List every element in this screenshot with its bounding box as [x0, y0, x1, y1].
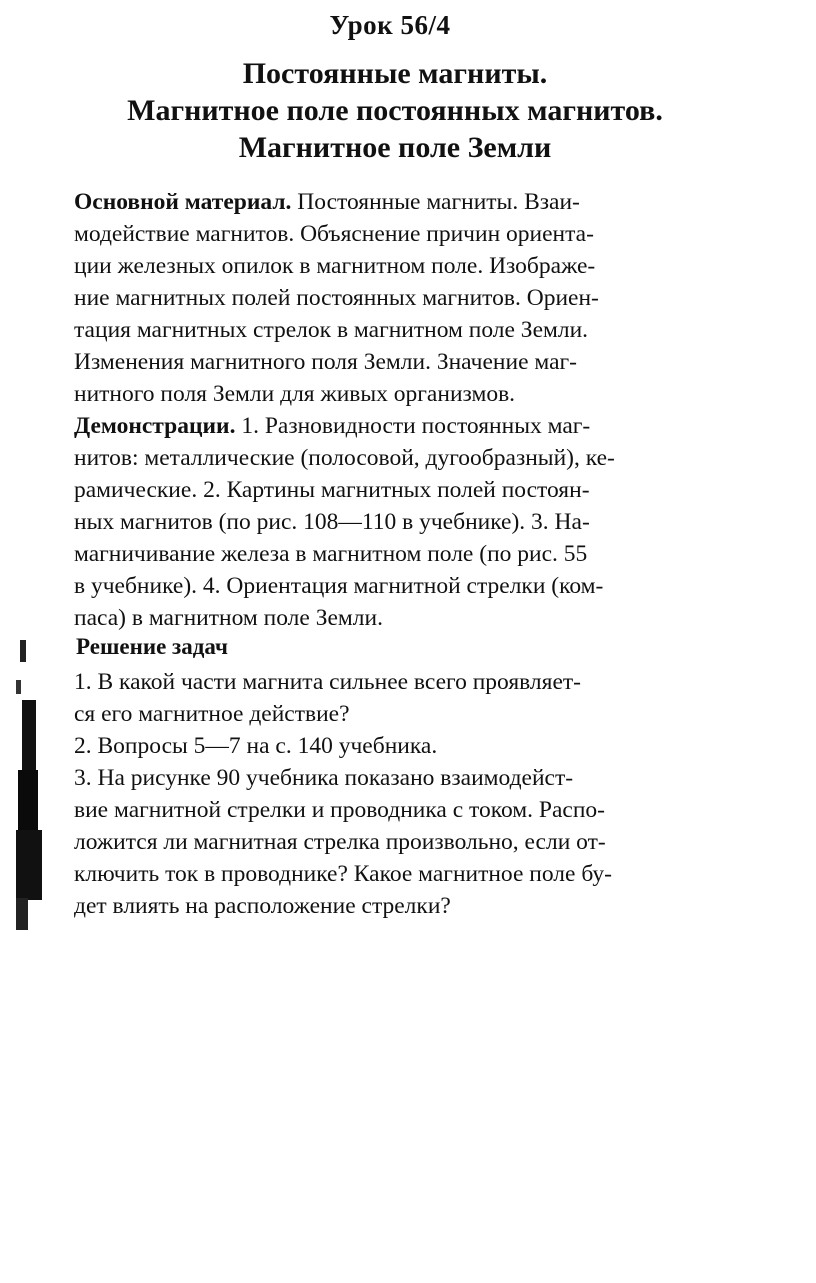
demos-line-3: рамические. 2. Картины магнитных полей постоян-	[74, 477, 590, 503]
demos-line-7: паса) в магнитном поле Земли.	[74, 605, 383, 631]
demos-line-1: 1. Разновидности постоянных маг-	[235, 413, 591, 439]
problem-3-line-4: ключить ток в проводнике? Какое магнитное поле бу-	[74, 861, 612, 887]
main-material-line-6: Изменения магнитного поля Земли. Значение маг-	[74, 349, 577, 375]
main-material-line-3: ции железных опилок в магнитном поле. Изображе-	[74, 253, 596, 279]
demos-line-5: магничивание железа в магнитном поле (по рис. 55	[74, 541, 588, 567]
main-material-line-2: модействие магнитов. Объяснение причин ориента-	[74, 221, 594, 247]
main-material-label: Основной материал.	[74, 189, 292, 215]
title-line-3: Магнитное поле Земли	[238, 131, 552, 164]
title-line-1: Постоянные магниты.	[242, 57, 548, 90]
demos-line-2: нитов: металлические (полосовой, дугообразный), ке-	[74, 445, 615, 471]
demos-paragraph	[74, 410, 754, 634]
demos-label: Демонстрации.	[74, 413, 236, 439]
lesson-title	[0, 55, 790, 166]
problem-2: 2. Вопросы 5—7 на с. 140 учебника.	[74, 733, 438, 759]
problem-1-line-2: ся его магнитное действие?	[74, 701, 350, 727]
problem-3-line-2: вие магнитной стрелки и проводника с током. Распо-	[74, 797, 605, 823]
problem-3-line-1: 3. На рисунке 90 учебника показано взаимодейст-	[74, 765, 574, 791]
problem-3-line-5: дет влиять на расположение стрелки?	[74, 893, 451, 919]
main-material-line-4: ние магнитных полей постоянных магнитов. Ориен-	[74, 285, 599, 311]
demos-line-4: ных магнитов (по рис. 108—110 в учебнике). 3. На-	[74, 509, 590, 535]
title-line-2: Магнитное поле постоянных магнитов.	[127, 94, 663, 127]
main-material-line-5: тация магнитных стрелок в магнитном поле Земли.	[74, 317, 589, 343]
problems-list	[74, 666, 754, 922]
problem-1-line-1: 1. В какой части магнита сильнее всего проявляет-	[74, 669, 581, 695]
scan-shadow-edge	[16, 640, 46, 930]
main-material-paragraph	[74, 186, 754, 410]
demos-line-6: в учебнике). 4. Ориентация магнитной стрелки (ком-	[74, 573, 604, 599]
main-material-line-7: нитного поля Земли для живых организмов.	[74, 381, 516, 407]
problem-3-line-3: ложится ли магнитная стрелка произвольно, если от-	[74, 829, 606, 855]
main-material-line-1: Постоянные магниты. Взаи-	[291, 189, 580, 215]
problems-heading: Решение задач	[76, 634, 228, 659]
lesson-number: Урок 56/4	[329, 10, 451, 40]
